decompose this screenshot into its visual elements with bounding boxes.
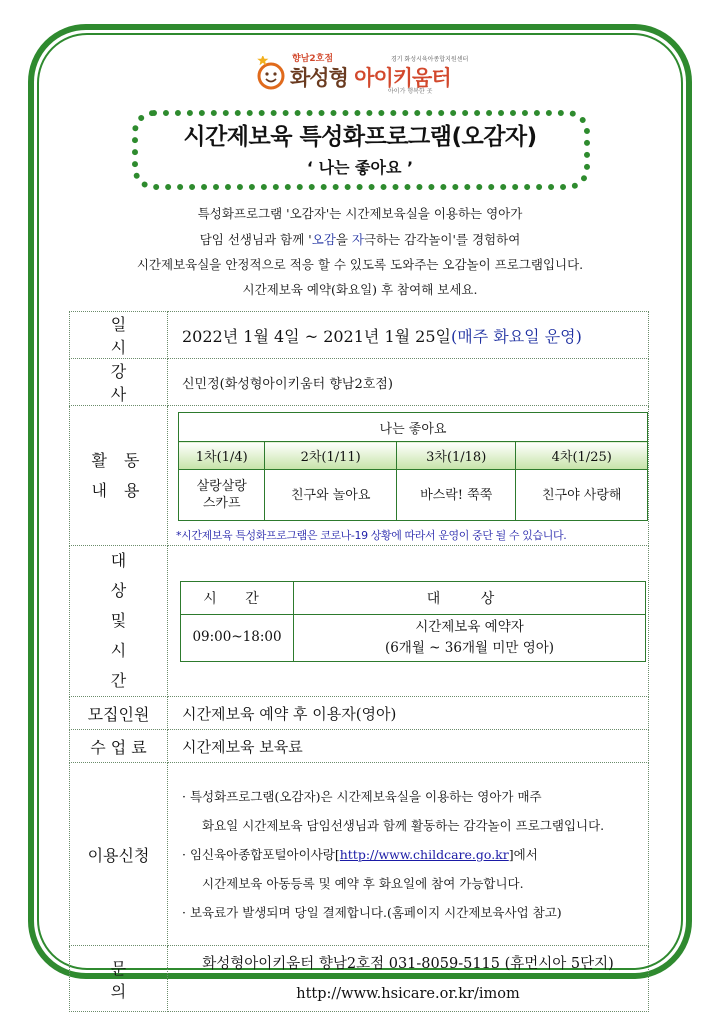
apply-list [168,782,648,927]
target-head-target: 대 상 [294,581,646,614]
info-table [69,311,649,1012]
target-table [180,581,646,662]
target-label-line-2: 및 [110,611,127,630]
childcare-link[interactable]: http://www.childcare.go.kr [339,846,509,862]
date-range: 2022년 1월 4일 ~ 2021년 1월 25일 [182,326,451,346]
target-desc-line-2: (6개월 ~ 36개월 미만 영아) [384,639,555,656]
target-label [70,546,168,697]
row-fee [70,730,649,763]
intro-line-1: 특성화프로그램 '오감자'는 시간제보육실을 이용하는 영아가 [197,206,523,221]
session-4: 4차(1/25) [516,442,648,470]
logo-subtitle: 아이가 행복한 곳 [388,88,433,95]
covid-notice: *시간제보육 특성화프로그램은 코로나-19 상황에 따라서 운영이 중단 될 수 있습니다. [176,529,567,542]
apply-item-2-text: · 임신육아종합포털아이사랑[ [182,846,340,862]
session-3: 3차(1/18) [396,442,516,470]
logo-org-name: 경기 화성시육아종합지원센터 [391,56,469,63]
target-label-line-1: 대 상 [110,551,153,600]
session-title-1: 살랑살랑 스카프 [179,470,265,521]
target-head-time: 시 간 [181,581,294,614]
contact-line-1: 화성형아이키움터 향남2호점 031-8059-5115 (휴먼시아 5단지) [202,955,614,972]
session-title-2: 친구와 놀아요 [265,470,397,521]
recruit-value: 시간제보육 예약 후 이용자(영아) [168,697,649,730]
row-target [70,546,649,697]
session-title-4: 친구야 사랑해 [516,470,648,521]
session-2: 2차(1/11) [265,442,397,470]
row-teacher [70,359,649,406]
row-date [70,312,649,359]
teacher-value: 신민정(화성형아이키움터 향남2호점) [168,359,649,406]
activity-label-line-1: 활 동 [91,450,146,470]
fee-label: 수 업 료 [70,730,168,763]
target-label-line-3: 시 간 [110,641,153,690]
apply-item-3: · 보육료가 발생되며 당일 결제합니다.(홈페이지 시간제보육사업 참고) [182,904,562,920]
row-activity [70,406,649,546]
logo-tagline: 향남2호점 [292,54,334,64]
intro-line-2 [60,230,660,248]
intro-line-4: 시간제보육 예약(화요일) 후 참여해 보세요. [242,282,478,297]
teacher-label: 강사 [70,359,168,406]
date-value [168,312,649,359]
contact-url[interactable]: http://www.hsicare.or.kr/imom [296,985,520,1002]
target-desc-line-1: 시간제보육 예약자 [415,618,524,635]
activity-label-line-2: 내 용 [91,480,146,500]
fee-value: 시간제보육 보육료 [168,730,649,763]
page-title: 시간제보육 특성화프로그램(오감자) [183,124,537,150]
activity-content [168,406,649,546]
session-1: 1차(1/4) [179,442,265,470]
date-note: (매주 화요일 운영) [451,326,582,346]
row-apply [70,763,649,946]
apply-item-2 [182,840,648,869]
target-content [168,546,649,697]
activity-label [70,406,168,546]
intro-text: 담임 선생님과 함께 ' [199,232,312,247]
target-time: 09:00~18:00 [181,614,294,661]
session-title-3: 바스락! 쭉쭉 [396,470,516,521]
logo [256,48,496,98]
intro-text: 극하는 감각놀이'를 경험하여 [363,232,521,247]
row-contact [70,946,649,1012]
apply-item-2-text-end: ]에서 [508,846,538,862]
apply-item-1-cont: 화요일 시간제보육 담임선생님과 함께 활동하는 감각놀이 프로그램입니다. [202,817,605,833]
program-name: 나는 좋아요 [179,413,648,442]
apply-content [168,763,649,946]
logo-face-icon [256,56,290,94]
intro-line-3: 시간제보육실을 안정적으로 적응 할 수 있도록 도와주는 오감놀이 프로그램입니다. [136,257,584,272]
apply-item-1: · 특성화프로그램(오감자)은 시간제보육실을 이용하는 영아가 매주 [182,788,542,804]
logo-name-prefix: 화성형 [290,66,348,90]
contact-label: 문의 [70,946,168,1012]
apply-label: 이용신청 [70,763,168,946]
apply-item-2-cont: 시간제보육 아동등록 및 예약 후 화요일에 참여 가능합니다. [202,875,524,891]
row-recruit [70,697,649,730]
date-label: 일시 [70,312,168,359]
contact-content [168,946,649,1012]
page-subtitle: ‘ 나는 좋아요 ’ [306,158,414,177]
logo-name-accent: 아이키움터 [354,66,451,90]
intro-highlight: 자 [351,232,364,247]
target-desc [294,614,646,661]
intro-highlight: 오감 [311,232,336,247]
intro-text: 을 [335,232,352,247]
recruit-label: 모집인원 [70,697,168,730]
activity-table [178,412,648,521]
